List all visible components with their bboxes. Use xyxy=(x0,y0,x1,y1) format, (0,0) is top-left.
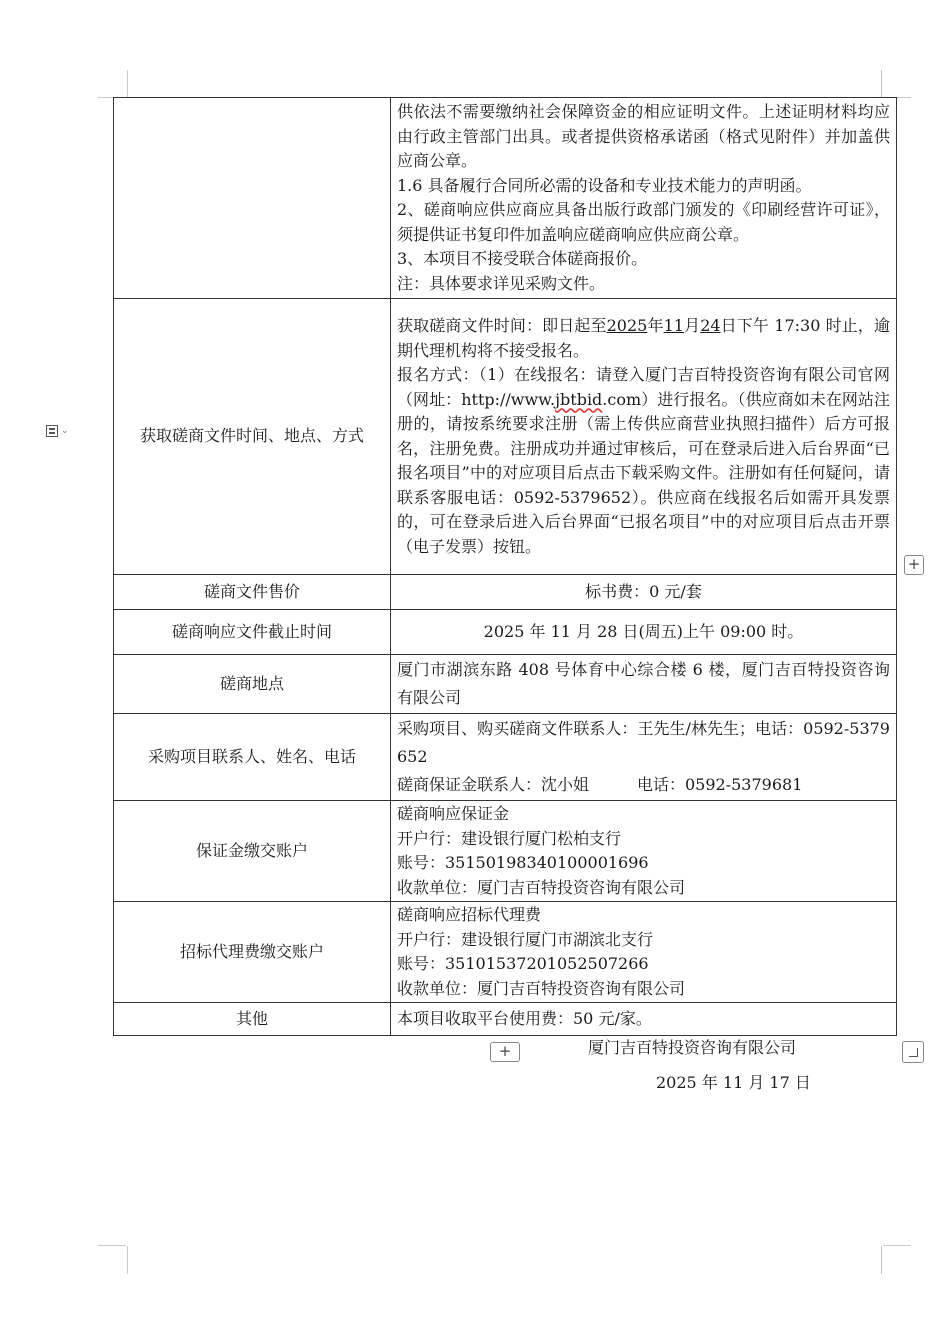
obtain-content xyxy=(391,299,897,575)
qualification-line: 供依法不需要缴纳社会保障资金的相应证明文件。上述证明材料均应由行政主管部门出具。或者提供资格承诺函（格式见附件）并加盖供应商公章。 xyxy=(397,102,890,170)
row-label: 磋商文件售价 xyxy=(114,575,391,610)
method-prefix: 报名方式：（1）在线报名：请登入厦门吉百特投资咨询有限公司官网（网址：http://www. xyxy=(397,365,890,409)
chevron-down-icon: ⌄ xyxy=(61,426,69,436)
outline-icon xyxy=(46,425,58,437)
agency-fee-line: 开户行：建设银行厦门市湖滨北支行 xyxy=(397,929,654,949)
obtain-month-unit: 月 xyxy=(683,316,701,335)
signature-company: 厦门吉百特投资咨询有限公司 xyxy=(588,1038,797,1057)
obtain-time-suffix: 日下午 17:30 时止，逾期代理机构将不接受报名。 xyxy=(397,316,890,360)
table-row xyxy=(114,714,897,801)
deposit-line: 磋商响应保证金 xyxy=(397,804,510,823)
qualification-line: 2、磋商响应供应商应具备出版行政部门颁发的《印刷经营许可证》，须提供证书复印件加盖响应磋商响应供应商公章。 xyxy=(397,200,890,244)
row-label: 招标代理费缴交账户 xyxy=(114,902,391,1003)
outline-toggle[interactable] xyxy=(46,425,69,437)
add-row-button[interactable]: + xyxy=(490,1042,520,1062)
row-label: 磋商响应文件截止时间 xyxy=(114,610,391,655)
contact-content xyxy=(391,714,897,801)
contact-line: 磋商保证金联系人：沈小姐 电话：0592-5379681 xyxy=(397,775,803,794)
deposit-line: 开户行：建设银行厦门松柏支行 xyxy=(397,828,622,848)
table-row xyxy=(114,1003,897,1036)
method-url-part: jbtbid xyxy=(555,389,603,409)
obtain-time-prefix: 获取磋商文件时间：即日起至 xyxy=(397,316,607,335)
obtain-day: 24 xyxy=(700,316,721,335)
deposit-line: 账号：35150198340100001696 xyxy=(397,853,649,872)
agency-fee-content xyxy=(391,902,897,1003)
location-value: 厦门市湖滨东路 408 号体育中心综合楼 6 楼，厦门吉百特投资咨询有限公司 xyxy=(391,655,897,714)
table-row xyxy=(114,299,897,575)
crop-mark xyxy=(127,1246,128,1274)
obtain-method xyxy=(397,363,890,559)
table-row xyxy=(114,610,897,655)
crop-mark xyxy=(881,70,882,98)
qualification-line: 3、本项目不接受联合体磋商报价。 xyxy=(397,249,648,268)
agency-fee-line: 收款单位：厦门吉百特投资咨询有限公司 xyxy=(397,978,686,998)
obtain-year: 2025 xyxy=(606,316,648,335)
table-resize-icon[interactable] xyxy=(902,1041,924,1063)
row-label: 采购项目联系人、姓名、电话 xyxy=(114,714,391,801)
crop-mark xyxy=(883,1245,911,1246)
row-label: 保证金缴交账户 xyxy=(114,801,391,902)
crop-mark xyxy=(881,1246,882,1274)
table-row xyxy=(114,902,897,1003)
crop-mark xyxy=(127,70,128,98)
method-text: .com）进行报名。（供应商如未在网站注册的，请按系统要求注册（需上传供应商营业执照扫描件）后方可报名，注册免费。注册成功并通过审核后，可在登录后进入后台界面“已报名项目”中的对应项目后点击下载采购文件。注册如有任何疑问，请联系客服电话：0592-5379652）。供应商在线报名后如需开具发票的，可在登录后进入后台界面“已报名项目”中的对应项目后点击开票（电子发票）按钮。 xyxy=(397,389,890,556)
table-row xyxy=(114,801,897,902)
deposit-line: 收款单位：厦门吉百特投资咨询有限公司 xyxy=(397,877,686,897)
deadline-value: 2025 年 11 月 28 日(周五)上午 09:00 时。 xyxy=(391,610,897,655)
table-row xyxy=(114,575,897,610)
contact-line: 采购项目、购买磋商文件联系人：王先生/林先生；电话：0592-5379652 xyxy=(397,719,890,766)
row-label: 其他 xyxy=(114,1003,391,1036)
other-value: 本项目收取平台使用费：50 元/家。 xyxy=(391,1003,897,1036)
add-column-button[interactable]: + xyxy=(904,555,924,575)
signature-date: 2025 年 11 月 17 日 xyxy=(656,1073,811,1092)
price-value: 标书费：0 元/套 xyxy=(391,575,897,610)
table-row xyxy=(114,655,897,714)
row-label: 磋商地点 xyxy=(114,655,391,714)
qualification-content xyxy=(391,98,897,299)
obtain-year-unit: 年 xyxy=(647,316,664,335)
info-table xyxy=(113,97,897,1036)
obtain-month: 11 xyxy=(663,316,684,335)
agency-fee-line: 磋商响应招标代理费 xyxy=(397,905,542,924)
deposit-content xyxy=(391,801,897,902)
table-row xyxy=(114,98,897,299)
qualification-line: 1.6 具备履行合同所必需的设备和专业技术能力的声明函。 xyxy=(397,175,812,195)
row-label: 获取磋商文件时间、地点、方式 xyxy=(114,299,391,575)
qualification-line: 注：具体要求详见采购文件。 xyxy=(397,273,606,293)
crop-mark xyxy=(98,1245,126,1246)
row-label xyxy=(114,98,391,299)
agency-fee-line: 账号：35101537201052507266 xyxy=(397,954,649,973)
